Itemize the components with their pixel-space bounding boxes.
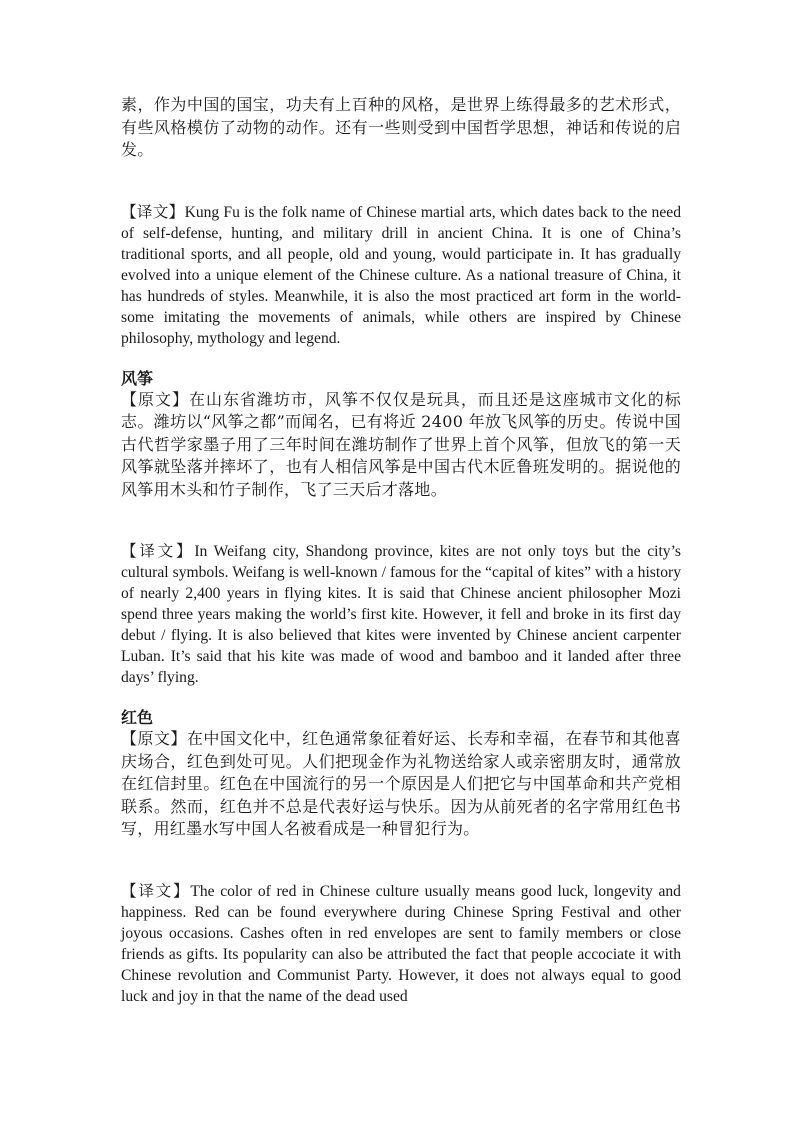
kungfu-translation-tag: 【译文】 — [121, 202, 185, 221]
kungfu-translation — [121, 202, 681, 349]
red-translation-text: The color of red in Chinese culture usually means good luck, longevity and happiness. Red can be found everywhere during Chinese Spring Festival and other joyous occasions. Cashes often in red envelopes are sent to family members or close friends as gifts. Its popularity can also be attributed the fact that people accociate it with Chinese revolution and Communist Party. However, it does not always equal to good luck and joy in that the name of the dead used — [121, 882, 681, 1005]
red-translation — [121, 881, 681, 1007]
kungfu-original-tail: 素，作为中国的国宝，功夫有上百种的风格，是世界上练得最多的艺术形式，有些风格模仿了动物的动作。还有一些则受到中国哲学思想，神话和传说的启发。 — [121, 95, 681, 159]
document-page — [121, 94, 681, 1007]
kite-original — [121, 389, 681, 502]
red-heading: 红色 — [121, 708, 154, 727]
kungfu-translation-text: Kung Fu is the folk name of Chinese martial arts, which dates back to the need of self-defense, hunting, and military drill in ancient China. It is one of China’s traditional sports, and all people, old and young, would participate in. It has gradually evolved into a unique element of the Chinese culture. As a national treasure of China, it has hundreds of styles. Meanwhile, it is also the most practiced art form in the world- some imitating the movements of animals, while others are inspired by Chinese philosophy, mythology and legend. — [121, 203, 681, 347]
kite-translation — [121, 541, 681, 688]
kite-original-text: 在山东省潍坊市，风筝不仅仅是玩具，而且还是这座城市文化的标志。潍坊以“风筝之都”而闻名，已有将近 2400 年放飞风筝的历史。传说中国古代哲学家墨子用了三年时间在潍坊制作了世界上首个风筝，但放飞的第一天风筝就坠落并摔坏了，也有人相信风筝是中国古代木匠鲁班发明的。据说他的风筝用木头和竹子制作，飞了三天后才落地。 — [121, 389, 682, 499]
kite-original-tag: 【原文】 — [121, 389, 189, 409]
red-original — [121, 728, 681, 841]
kite-heading: 风筝 — [121, 368, 154, 388]
red-original-text: 在中国文化中，红色通常象征着好运、长寿和幸福，在春节和其他喜庆场合，红色到处可见。人们把现金作为礼物送给家人或亲密朋友时，通常放在红信封里。红色在中国流行的另一个原因是人们把它与中国革命和共产党相联系。然而，红色并不总是代表好运与快乐。因为从前死者的名字常用红色书写，用红墨水写中国人名被看成是一种冒犯行为。 — [121, 729, 681, 838]
red-original-tag: 【原文】 — [121, 729, 187, 748]
kite-translation-tag: 【译文】 — [121, 542, 195, 560]
red-translation-tag: 【译文】 — [121, 881, 191, 900]
kite-translation-text: In Weifang city, Shandong province, kites are not only toys but the city’s cultural symbols. Weifang is well-known / famous for the “capital of kites” with a history of nearly 2,400 years in flying kites. It is said that Chinese ancient philosopher Mozi spend three years making the world’s first kite. However, it fell and broke in its first day debut / flying. It is also believed that kites were invented by Chinese ancient carpenter Luban. It’s said that his kite was made of wood and bamboo and it landed after three days’ flying. — [121, 543, 681, 686]
